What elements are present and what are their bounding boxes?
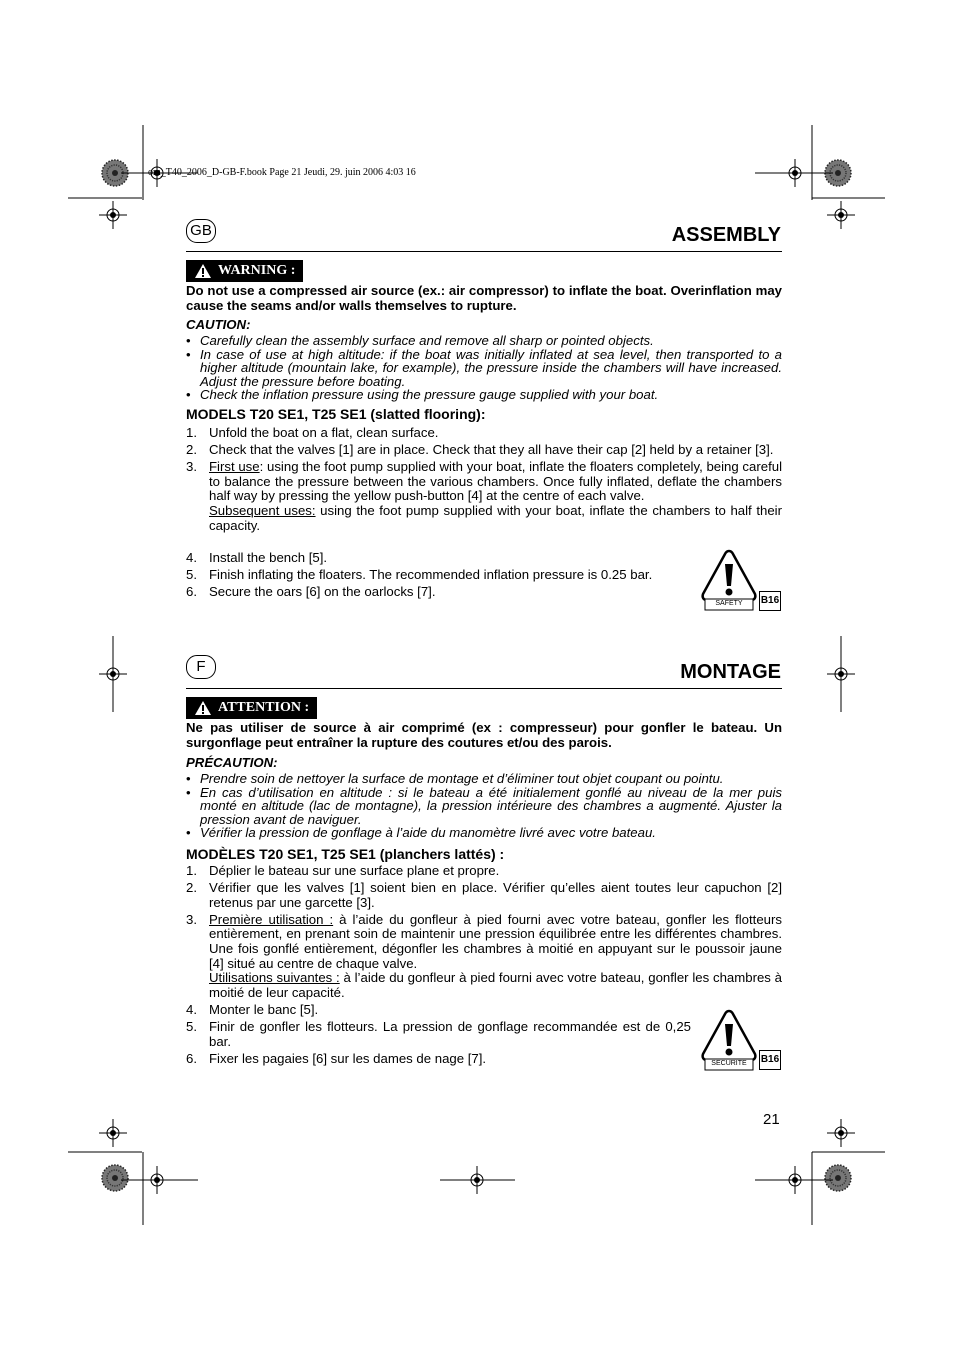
list-item: 1. Déplier le bateau sur une surface plane et propre. (186, 863, 500, 878)
safety-label: SAFETY (715, 600, 743, 607)
caution-label: CAUTION: (186, 317, 251, 332)
section-title-assembly: ASSEMBLY (671, 224, 781, 246)
language-badge-f: F (186, 655, 216, 679)
section-rule (186, 251, 782, 252)
list-item: 1. Unfold the boat on a flat, clean surface. (186, 425, 439, 440)
list-item: 3. Première utilisation : à l’aide du gonfleur à pied fourni avec votre bateau, gonfler les flotteurs entièrement, en prenant soin de maintenir une pression équilibrée entre les différentes chambres. Une fois gonflé entièrement, dégonfler les chambres à moitié en appuyant sur le poussoir jaune [4] situé au centre de chaque valve. Utilisations suivantes : à l’aide du gonfleur à pied fourni avec votre bateau, gonfler les chambres à moitié de leur capacité. (186, 911, 783, 1000)
models-heading: MODELS T20 SE1, T25 SE1 (slatted flooring): (186, 406, 486, 422)
list-item: • Check the inflation pressure using the pressure gauge supplied with your boat. (186, 388, 782, 402)
montage-steps (186, 864, 782, 1003)
warning-triangle-icon (194, 263, 212, 279)
list-item: • Carefully clean the assembly surface and remove all sharp or pointed objects. (186, 334, 782, 348)
list-item: 3. First use: using the foot pump supplied with your boat, inflate the floaters completely, being careful to balance the pressure between the various chambers. Once fully inflated, deflate the chambers half way by pressing the yellow push-button [4] at the centre of each valve. Subsequent uses: using the foot pump supplied with your boat, inflate the chambers to half their capacity. (186, 459, 783, 533)
language-badge-gb: GB (186, 219, 216, 243)
list-item: 4. Monter le banc [5]. (186, 1002, 319, 1017)
list-item: • Prendre soin de nettoyer la surface de montage et d’éliminer tout objet coupant ou pointu. (186, 772, 782, 786)
list-item: • In case of use at high altitude: if the boat was initially inflated at sea level, then transported to a higher altitude (mountain lake, for example), the pressure inside the chambers will have increased. Adjust the pressure before boating. (186, 348, 782, 389)
file-header-line: om_T40_2006_D-GB-F.book Page 21 Jeudi, 29. juin 2006 4:03 16 (148, 167, 416, 178)
assembly-steps (186, 426, 782, 536)
section-rule (186, 688, 782, 689)
attention-text: Ne pas utiliser de source à air comprimé (ex : compresseur) pour gonfler le bateau. Un surgonflage peut entraîner la rupture des coutures et/ou des parois. (186, 720, 782, 750)
list-item: 2. Check that the valves [1] are in place. Check that they all have their cap [2] held by a retainer [3]. (186, 442, 774, 458)
warning-label (186, 260, 303, 282)
code-badge: B16 (759, 1050, 781, 1070)
list-item: • En cas d’utilisation en altitude : si le bateau a été initialement gonflé au niveau de la mer puis monté en altitude (lac de montagne), la pression intérieure des chambres a augmenté. Ajuster la pression avant de naviguer. (186, 786, 782, 827)
list-item: 5. Finish inflating the floaters. The recommended inflation pressure is 0.25 bar. (186, 567, 653, 583)
list-item: 2. Vérifier que les valves [1] soient bien en place. Vérifier qu’elles aient toutes leur capuchon [2] retenus par une garcette [3]. (186, 880, 782, 910)
attention-label (186, 697, 317, 719)
page-number: 21 (763, 1111, 780, 1128)
attention-label-text: ATTENTION : (218, 700, 310, 715)
precaution-label: PRÉCAUTION: (186, 755, 278, 770)
securite-label: SECURITE (711, 1060, 747, 1067)
warning-text: Do not use a compressed air source (ex.: air compressor) to inflate the boat. Overinflation may cause the seams and/or walls themselves to rupture. (186, 283, 782, 313)
list-item: 4. Install the bench [5]. (186, 550, 328, 565)
warning-label-text: WARNING : (218, 263, 296, 278)
code-badge: B16 (759, 591, 781, 611)
list-item: 6. Fixer les pagaies [6] sur les dames de nage [7]. (186, 1050, 487, 1066)
warning-triangle-icon (194, 700, 212, 716)
precaution-list (186, 772, 782, 840)
models-heading: MODÈLES T20 SE1, T25 SE1 (planchers lattés) : (186, 846, 505, 862)
list-item: • Vérifier la pression de gonflage à l’aide du manomètre livré avec votre bateau. (186, 826, 782, 840)
list-item: 5. Finir de gonfler les flotteurs. La pression de gonflage recommandée est de 0,25 bar. (186, 1019, 691, 1049)
section-title-montage: MONTAGE (680, 661, 781, 683)
caution-list (186, 334, 782, 402)
list-item: 6. Secure the oars [6] on the oarlocks [7]. (186, 584, 436, 600)
assembly-steps-continued (186, 551, 706, 602)
montage-steps-continued (186, 1003, 691, 1069)
